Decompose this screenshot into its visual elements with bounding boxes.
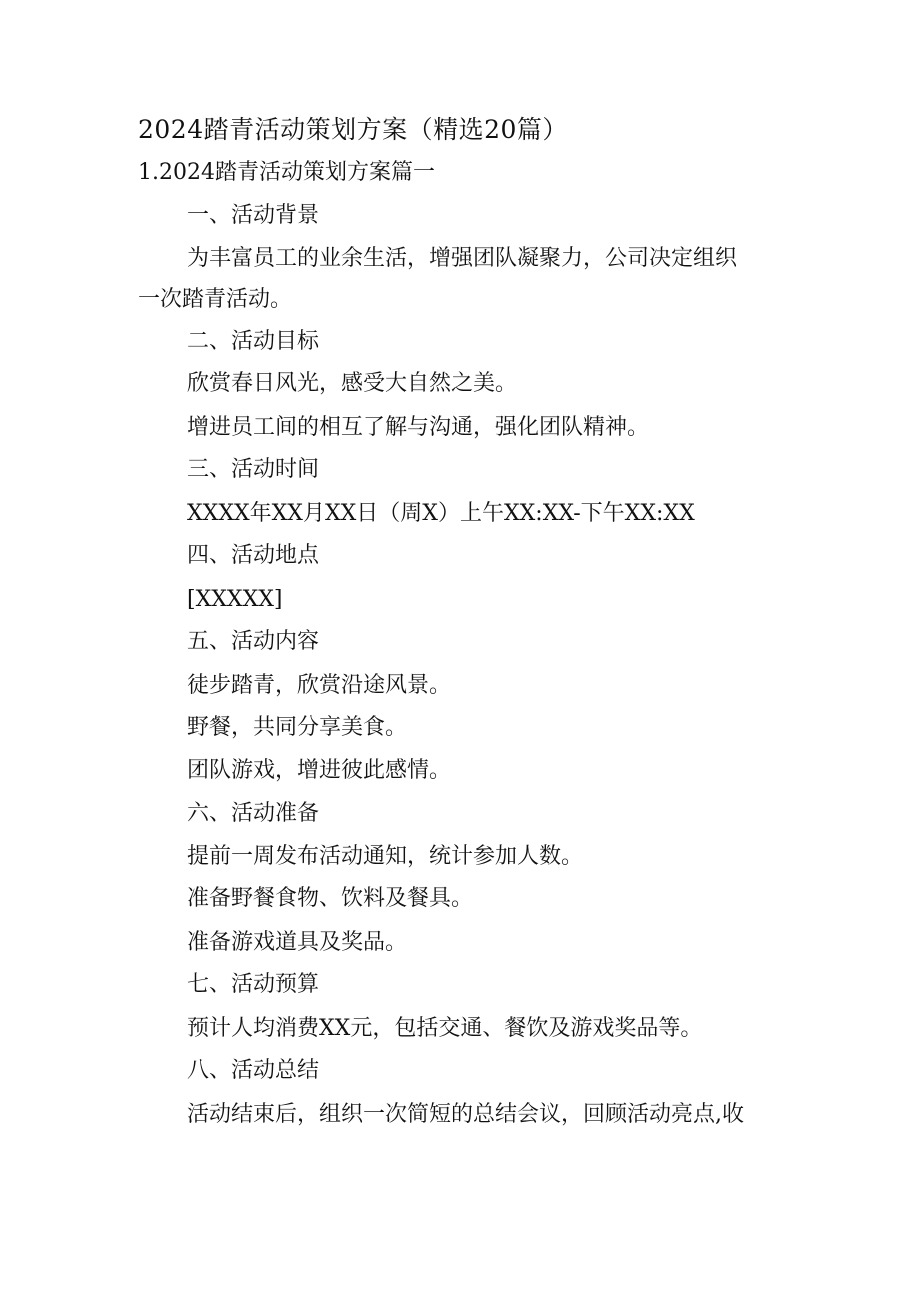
paragraph-line: 准备野餐食物、饮料及餐具。: [187, 886, 474, 911]
paragraph-line: 团队游戏，增进彼此感情。: [187, 758, 452, 783]
heading-background: 一、活动背景: [187, 203, 320, 228]
heading-content: 五、活动内容: [187, 629, 320, 654]
heading-location: 四、活动地点: [187, 543, 320, 568]
paragraph-line: 野餐，共同分享美食。: [187, 715, 408, 740]
paragraph-line: 活动结束后，组织一次简短的总结会议，回顾活动亮点,收: [187, 1102, 744, 1127]
heading-budget: 七、活动预算: [187, 972, 320, 997]
heading-goals: 二、活动目标: [187, 329, 320, 354]
paragraph-line: [XXXXX]: [187, 587, 283, 612]
heading-summary: 八、活动总结: [187, 1058, 320, 1083]
paragraph-line: 徒步踏青，欣赏沿途风景。: [187, 673, 452, 698]
paragraph-line: 预计人均消费XX元，包括交通、餐饮及游戏奖品等。: [187, 1016, 703, 1041]
paragraph-line: 欣赏春日风光，感受大自然之美。: [187, 371, 518, 396]
paragraph-line: 提前一周发布活动通知，统计参加人数。: [187, 844, 584, 869]
paragraph-line: 一次踏青活动。: [138, 287, 293, 312]
paragraph-line: 准备游戏道具及奖品。: [187, 930, 408, 955]
heading-preparation: 六、活动准备: [187, 801, 320, 826]
paragraph-line: XXXX年XX月XX日（周X）上午XX:XX-下午XX:XX: [187, 501, 695, 526]
section-title: 1.2024踏青活动策划方案篇一: [138, 160, 435, 185]
document-title: 2024踏青活动策划方案（精选20篇）: [138, 115, 568, 144]
paragraph-line: 增进员工间的相互了解与沟通，强化团队精神。: [187, 415, 650, 440]
paragraph-line: 为丰富员工的业余生活，增强团队凝聚力，公司决定组织: [187, 246, 738, 271]
heading-time: 三、活动时间: [187, 457, 320, 482]
